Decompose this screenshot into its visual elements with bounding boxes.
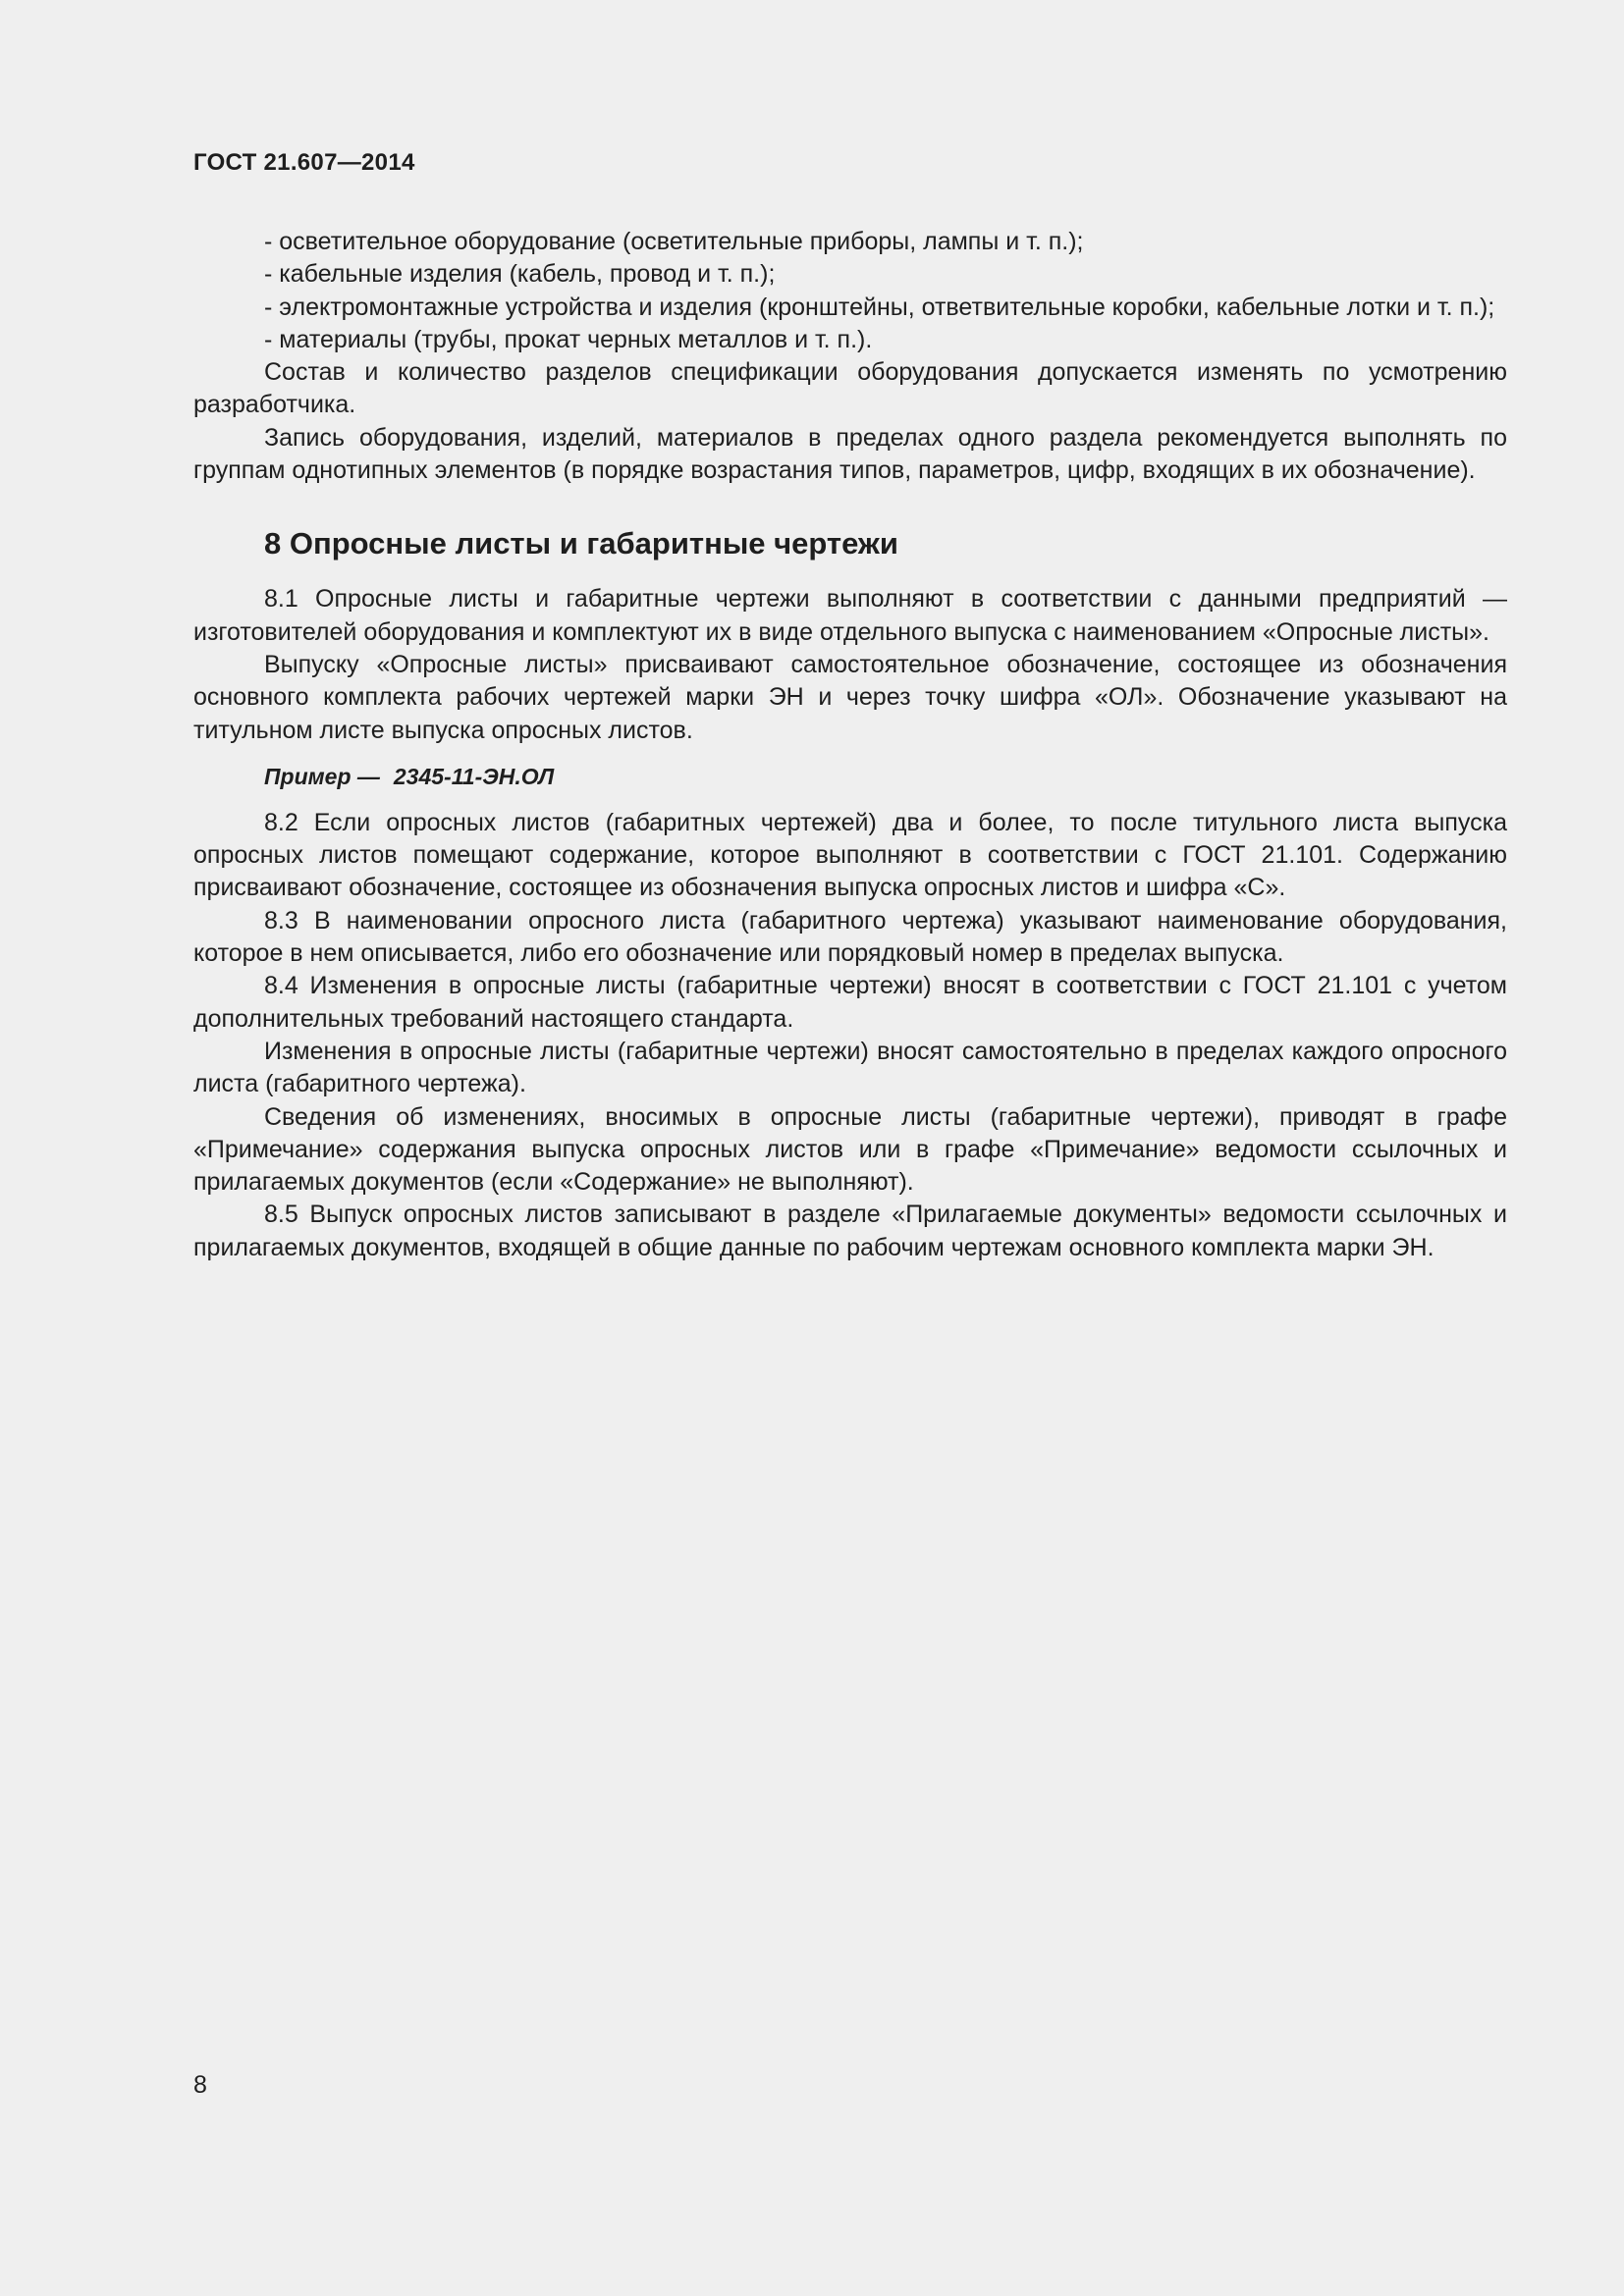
document-header: ГОСТ 21.607—2014 xyxy=(193,149,415,176)
list-item: - осветительное оборудование (осветительные приборы, лампы и т. п.); xyxy=(264,228,1084,255)
list-item: - электромонтажные устройства и изделия (кронштейны, ответвительные коробки, кабельные лотки и т. п.); xyxy=(264,293,1495,321)
paragraph: Состав и количество разделов спецификации оборудования допускается изменять по усмотрению разработчика. xyxy=(193,358,1507,419)
paragraph-8-5: 8.5 Выпуск опросных листов записывают в разделе «Прилагаемые документы» ведомости ссылочных и прилагаемых документов, входящей в общие данные по рабочим чертежам основного комплекта марки ЭН. xyxy=(193,1201,1507,1261)
list-item: - материалы (трубы, прокат черных металлов и т. п.). xyxy=(264,325,873,353)
page-content xyxy=(193,226,1507,1264)
paragraph-8-3: 8.3 В наименовании опросного листа (габаритного чертежа) указывают наименование оборудования, которое в нем описывается, либо его обозначение или порядковый номер в пределах выпуска. xyxy=(193,906,1507,968)
paragraph: Выпуску «Опросные листы» присваивают самостоятельное обозначение, состоящее из обозначения основного комплекта рабочих чертежей марки ЭН и через точку шифра «ОЛ». Обозначение указывают на титульном листе выпуска опросных листов. xyxy=(193,650,1507,744)
paragraph-8-1: 8.1 Опросные листы и габаритные чертежи выполняют в соответствии с данными предприятий — изготовителей оборудования и комплектуют их в виде отдельного выпуска с наименованием «Опросные листы». xyxy=(193,585,1507,646)
list-item: - кабельные изделия (кабель, провод и т. п.); xyxy=(264,260,776,289)
paragraph-8-4: 8.4 Изменения в опросные листы (габаритные чертежи) вносят в соответствии с ГОСТ 21.101 с учетом дополнительных требований настоящего стандарта. xyxy=(193,972,1507,1033)
paragraph-8-2: 8.2 Если опросных листов (габаритных чертежей) два и более, то после титульного листа выпуска опросных листов помещают содержание, которое выполняют в соответствии с ГОСТ 21.101. Содержанию присваивают обозначение, состоящее из обозначения выпуска опросных листов и шифра «С». xyxy=(193,808,1507,902)
example-value: 2345-11-ЭН.ОЛ xyxy=(393,763,555,789)
page-number: 8 xyxy=(193,2071,207,2099)
paragraph: Сведения об изменениях, вносимых в опросные листы (габаритные чертежи), приводят в графе «Примечание» содержания выпуска опросных листов или в графе «Примечание» ведомости ссылочных и прилагаемых документов (если «Содержание» не выполняют). xyxy=(193,1102,1507,1197)
example xyxy=(264,761,1507,793)
paragraph: Изменения в опросные листы (габаритные чертежи) вносят самостоятельно в пределах каждого опросного листа (габаритного чертежа). xyxy=(193,1037,1507,1098)
example-label: Пример — xyxy=(264,763,380,789)
paragraph: Запись оборудования, изделий, материалов в пределах одного раздела рекомендуется выполнять по группам однотипных элементов (в порядке возрастания типов, параметров, цифр, входящих в их обозначение). xyxy=(193,423,1507,485)
section-heading: 8 Опросные листы и габаритные чертежи xyxy=(264,526,898,561)
